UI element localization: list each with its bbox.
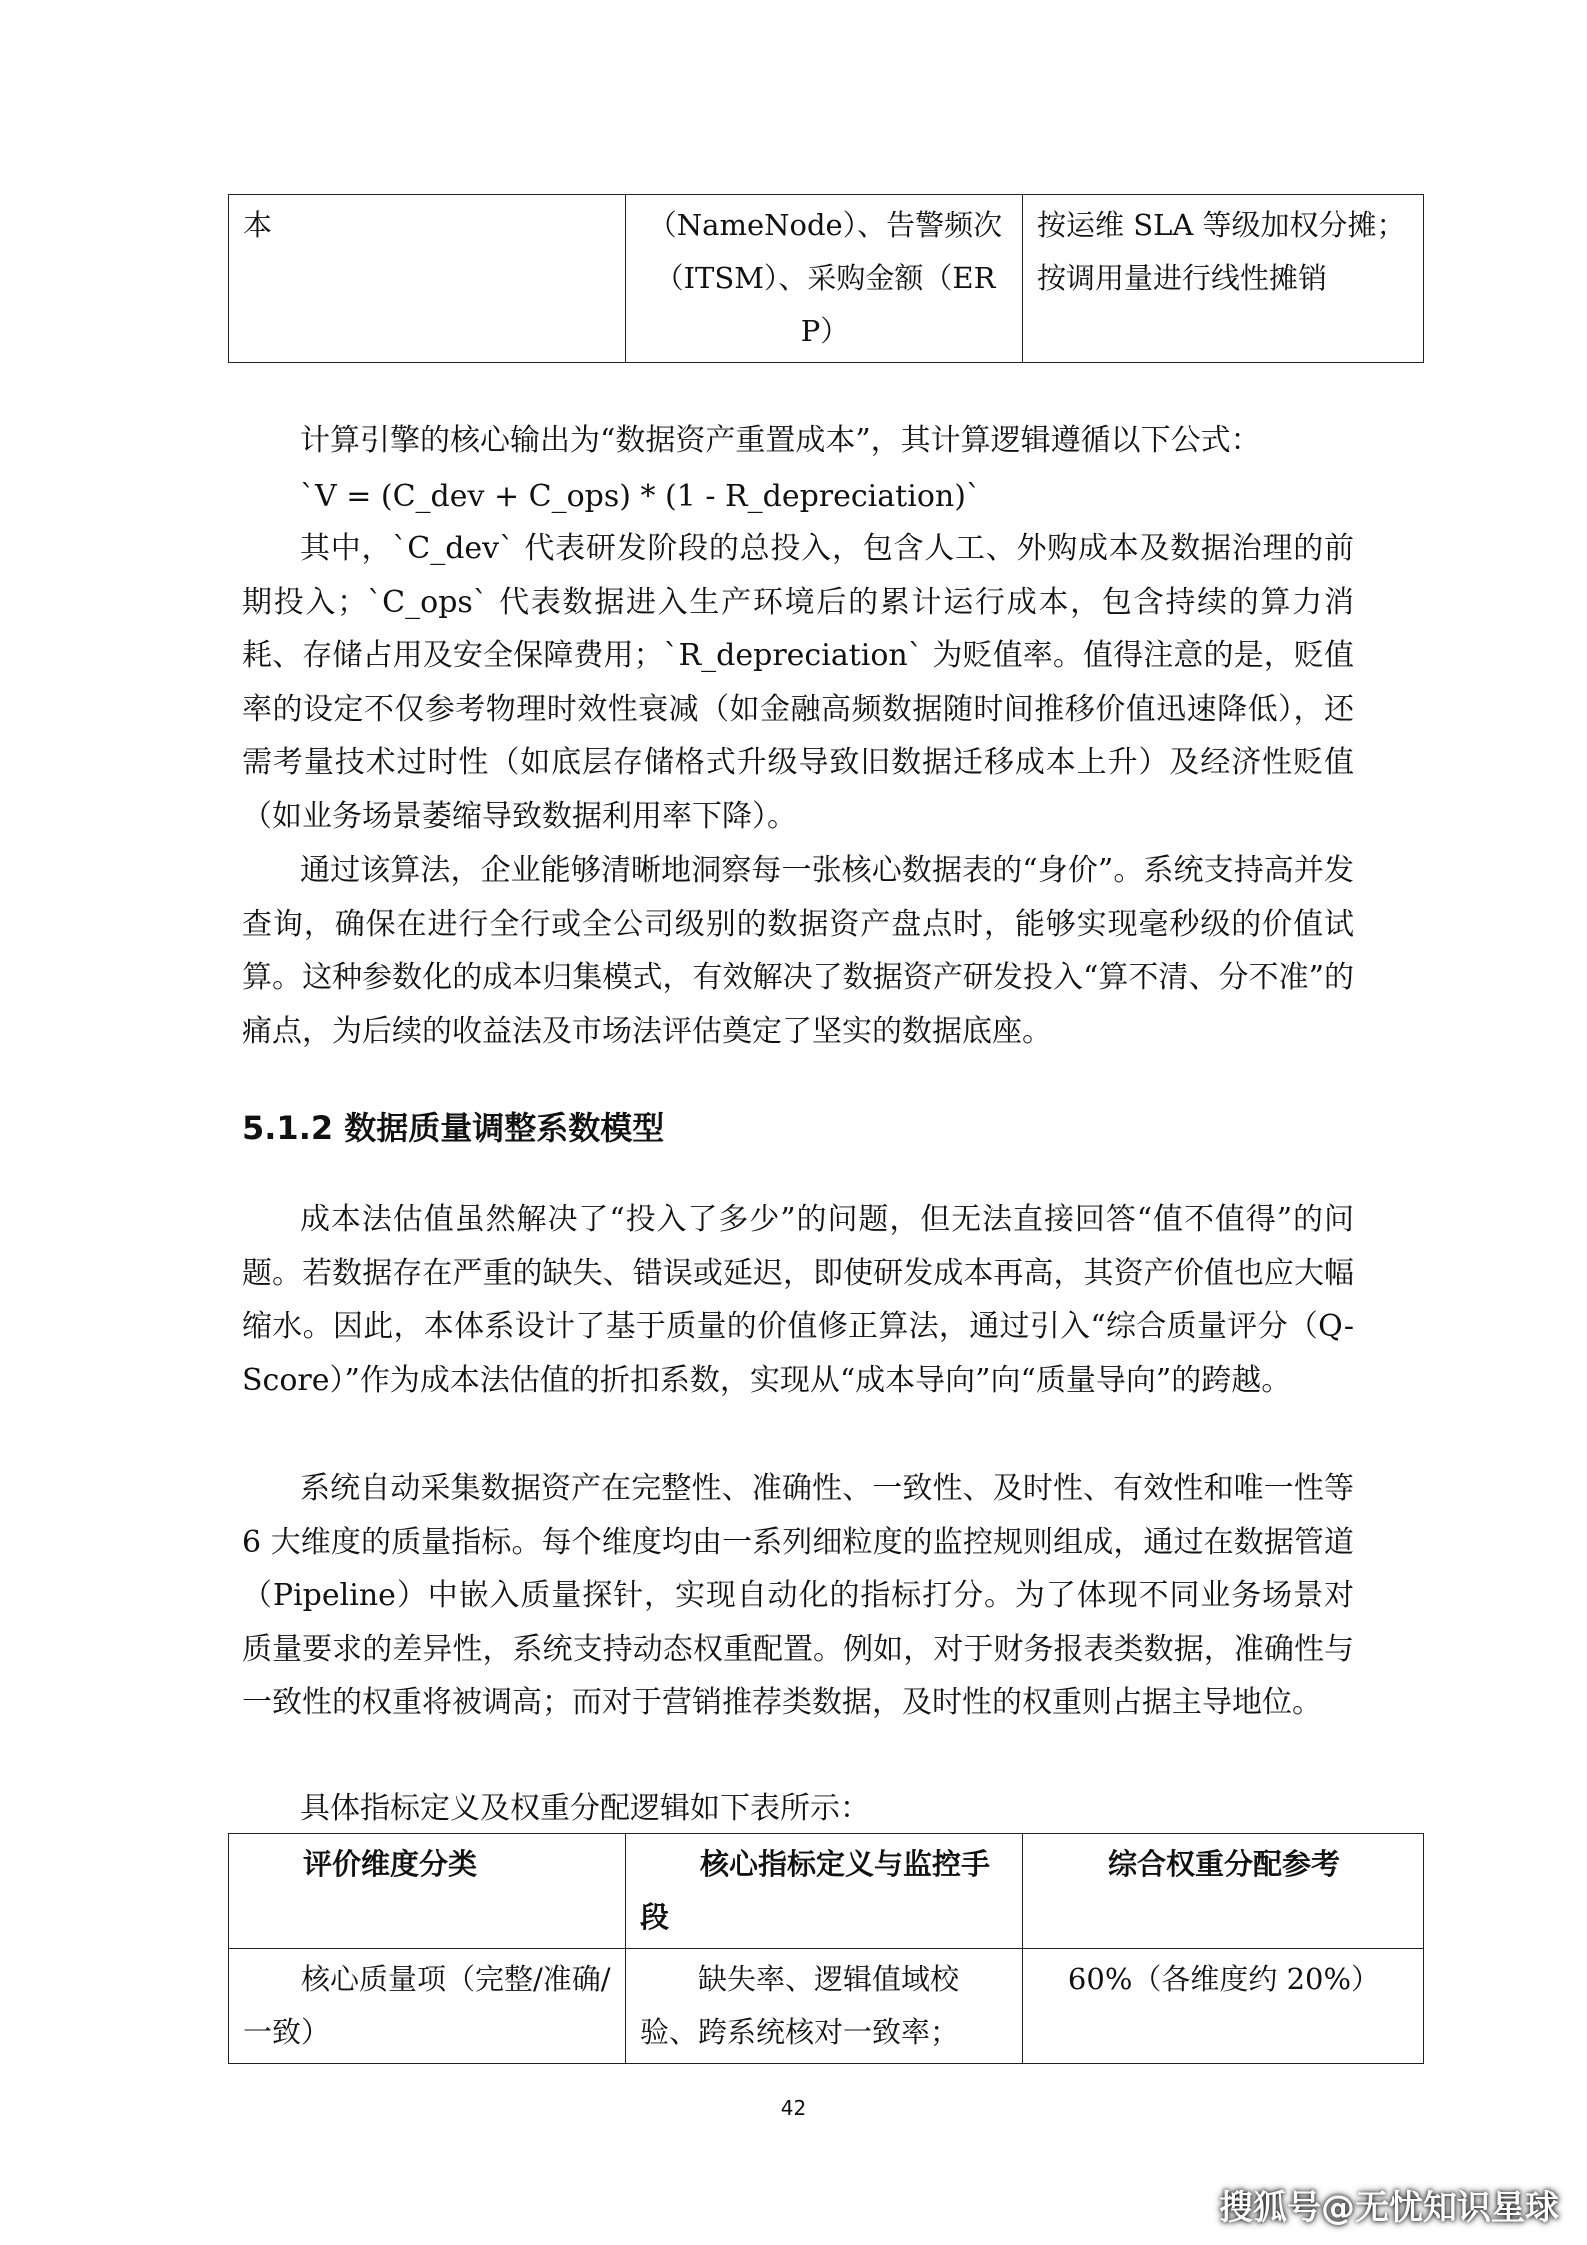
table-cell: 本 [229, 195, 626, 363]
table-cell: 缺失率、逻辑值域校验、跨系统核对一致率； [626, 1949, 1023, 2064]
table-row [229, 1949, 1424, 2064]
paragraph-quality-dimensions: 系统自动采集数据资产在完整性、准确性、一致性、及时性、有效性和唯一性等 6 大维度的质量指标。每个维度均由一系列细粒度的监控规则组成，通过在数据管道（Pipeline）中嵌入质量探针，实现自动化的指标打分。为了体现不同业务场景对质量要求的差异性，系统支持动态权重配置。例如，对于财务报表类数据，准确性与一致性的权重将被调高；而对于营销推荐类数据，及时性的权重则占据主导地位。 [242, 1471, 1354, 1720]
table-header-cell: 评价维度分类 [229, 1834, 626, 1949]
quality-weight-table [228, 1833, 1424, 2064]
cost-allocation-table-continued [228, 194, 1424, 363]
table-cell: （NameNode）、告警频次（ITSM）、采购金额（ERP） [626, 195, 1023, 363]
watermark: 搜狐号@无忧知识星球 [1219, 2188, 1559, 2228]
page-number: 42 [780, 2096, 807, 2120]
paragraph-quality-model-intro: 成本法估值虽然解决了“投入了多少”的问题，但无法直接回答“值不值得”的问题。若数据存在严重的缺失、错误或延迟，即使研发成本再高，其资产价值也应大幅缩水。因此，本体系设计了基于质量的价值修正算法，通过引入“综合质量评分（Q-Score）”作为成本法估值的折扣系数，实现从“成本导向”向“质量导向”的跨越。 [242, 1202, 1354, 1398]
section-heading: 5.1.2 数据质量调整系数模型 [242, 1109, 665, 1147]
table-cell: 核心质量项（完整/准确/一致） [229, 1949, 626, 2064]
table-header-cell: 核心指标定义与监控手段 [626, 1834, 1023, 1949]
table-header-row [229, 1834, 1424, 1949]
formula-code: `V = (C_dev + C_ops) * (1 - R_depreciation)` [300, 479, 981, 514]
paragraph-formula-explanation: 其中，`C_dev` 代表研发阶段的总投入，包含人工、外购成本及数据治理的前期投入；`C_ops` 代表数据进入生产环境后的累计运行成本，包含持续的算力消耗、存储占用及安全保障费用；`R_depreciation` 为贬值率。值得注意的是，贬值率的设定不仅参考物理时效性衰减（如金融高频数据随时间推移价值迅速降低），还需考量技术过时性（如底层存储格式升级导致旧数据迁移成本上升）及经济性贬值（如业务场景萎缩导致数据利用率下降）。 [242, 531, 1354, 834]
table-row [229, 195, 1424, 363]
paragraph-algorithm-benefits: 通过该算法，企业能够清晰地洞察每一张核心数据表的“身价”。系统支持高并发查询，确保在进行全行或全公司级别的数据资产盘点时，能够实现毫秒级的价值试算。这种参数化的成本归集模式，有效解决了数据资产研发投入“算不清、分不准”的痛点，为后续的收益法及市场法评估奠定了坚实的数据底座。 [242, 853, 1354, 1049]
paragraph-formula-intro: 计算引擎的核心输出为“数据资产重置成本”，其计算逻辑遵循以下公式： [300, 423, 1261, 458]
table-header-cell: 综合权重分配参考 [1023, 1834, 1424, 1949]
paragraph-table-intro: 具体指标定义及权重分配逻辑如下表所示： [300, 1791, 870, 1826]
table-cell: 按运维 SLA 等级加权分摊；按调用量进行线性摊销 [1023, 195, 1424, 363]
table-cell: 60%（各维度约 20%） [1023, 1949, 1424, 2064]
